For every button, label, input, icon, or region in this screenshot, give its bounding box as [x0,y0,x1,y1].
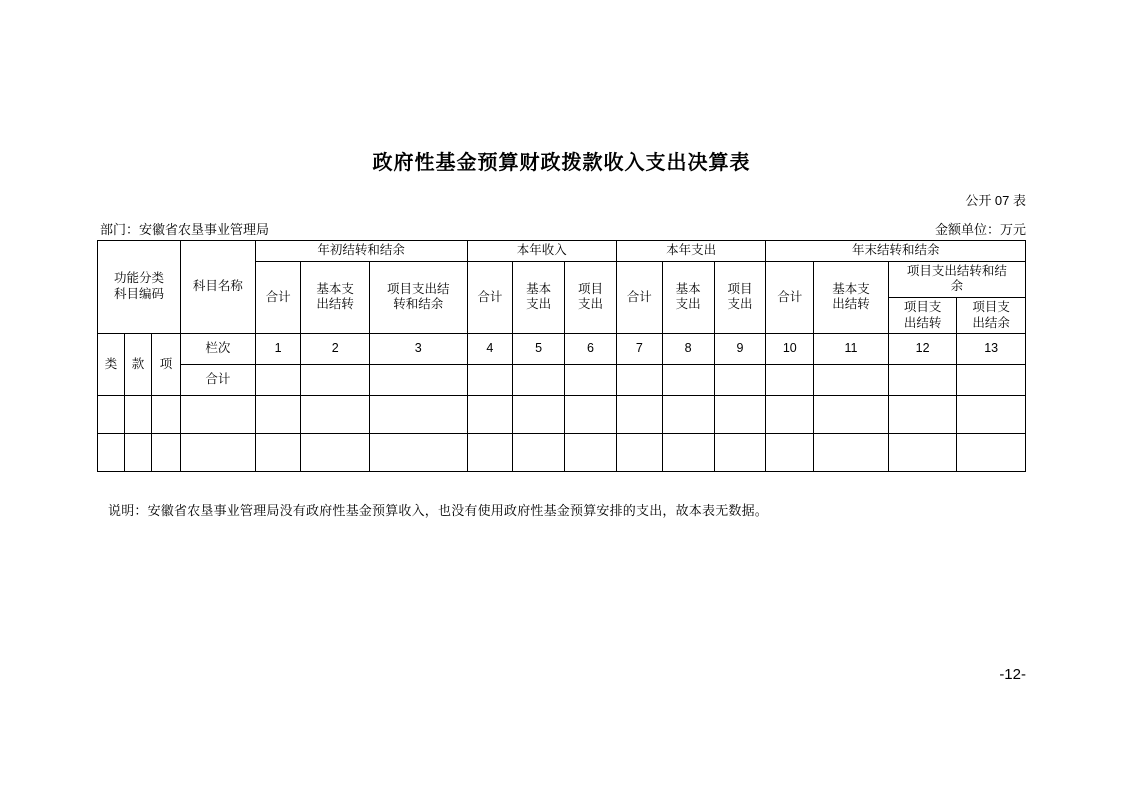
empty-cell [814,434,889,472]
header-end-total: 合计 [766,261,814,334]
header-group-income: 本年收入 [467,241,616,262]
total-row-cell-8 [662,365,714,396]
empty-cell [814,396,889,434]
header-begin-basic-carry [301,261,370,334]
header-end-basic-carry [814,261,889,334]
header-begin-total: 合计 [255,261,301,334]
total-row-cell-4 [467,365,513,396]
empty-cell [714,434,766,472]
empty-cell [151,434,180,472]
header-expend-basic-l1: 基本 [675,281,701,296]
header-end-basic-carry-l2: 出结转 [832,297,870,312]
total-row-cell-6 [565,365,617,396]
header-level-kuan: 款 [124,334,151,396]
header-end-project-balance-l2: 出结余 [972,315,1010,330]
header-level-class: 类 [98,334,125,396]
header-end-project-group-l2: 余 [950,279,964,294]
empty-cell [301,396,370,434]
header-income-project-l1: 项目 [578,281,604,296]
header-group-begin: 年初结转和结余 [255,241,467,262]
empty-cell [467,434,513,472]
empty-cell [957,434,1026,472]
header-end-basic-carry-l1: 基本支 [832,281,870,296]
header-subject-name: 科目名称 [181,241,256,334]
header-subject-code-line1: 功能分类 [114,271,165,286]
empty-cell [151,396,180,434]
header-income-project [565,261,617,334]
column-index-label: 栏次 [181,334,256,365]
empty-cell [565,396,617,434]
total-row-cell-3 [369,365,467,396]
column-index-5: 5 [513,334,565,365]
empty-cell [957,396,1026,434]
header-level-xiang: 项 [151,334,180,396]
header-end-project-group-l1: 项目支出结转和结 [906,263,1007,278]
empty-cell [369,434,467,472]
header-subject-code-line2: 科目编码 [114,287,165,302]
total-row-cell-9 [714,365,766,396]
column-index-7: 7 [616,334,662,365]
header-group-end: 年末结转和结余 [766,241,1026,262]
header-expend-basic-l2: 支出 [675,297,701,312]
header-begin-project-carry-balance [369,261,467,334]
total-row-label: 合计 [181,365,256,396]
empty-cell [662,434,714,472]
page-number: -12- [999,666,1026,683]
empty-cell [181,396,256,434]
total-row-cell-1 [255,365,301,396]
header-subject-code [98,241,181,334]
empty-cell [98,434,125,472]
empty-cell [124,434,151,472]
column-index-3: 3 [369,334,467,365]
header-expend-basic [662,261,714,334]
header-end-project-group [888,261,1025,297]
empty-cell [888,396,957,434]
empty-cell [616,396,662,434]
empty-cell [255,434,301,472]
total-row-cell-13 [957,365,1026,396]
header-income-basic [513,261,565,334]
table-code-label: 公开 07 表 [965,193,1026,208]
column-index-2: 2 [301,334,370,365]
department-label: 部门：安徽省农垦事业管理局 [100,222,270,237]
empty-cell [369,396,467,434]
empty-cell [467,396,513,434]
total-row-cell-10 [766,365,814,396]
header-end-project-carry-l1: 项目支 [903,299,942,314]
header-begin-project-carry-balance-l2: 转和结余 [393,297,444,312]
total-row-cell-2 [301,365,370,396]
header-end-project-balance [957,297,1026,333]
total-row-cell-5 [513,365,565,396]
header-expend-project-l1: 项目 [727,281,753,296]
amount-unit-label: 金额单位：万元 [934,222,1026,237]
total-row-cell-7 [616,365,662,396]
empty-cell [662,396,714,434]
header-income-project-l2: 支出 [578,297,604,312]
table-note: 说明：安徽省农垦事业管理局没有政府性基金预算收入，也没有使用政府性基金预算安排的支出，故本表无数据。 [108,503,769,518]
header-begin-basic-carry-l2: 出结转 [316,297,354,312]
column-index-11: 11 [814,334,889,365]
table-row [98,434,1026,472]
empty-cell [124,396,151,434]
page-title: 政府性基金预算财政拨款收入支出决算表 [372,152,751,174]
empty-cell [255,396,301,434]
header-income-total: 合计 [467,261,513,334]
empty-cell [714,396,766,434]
total-row-cell-11 [814,365,889,396]
column-index-9: 9 [714,334,766,365]
table-row [98,396,1026,434]
empty-cell [98,396,125,434]
empty-cell [616,434,662,472]
column-index-10: 10 [766,334,814,365]
header-end-project-balance-l1: 项目支 [972,299,1010,314]
column-index-4: 4 [467,334,513,365]
empty-cell [301,434,370,472]
header-expend-project-l2: 支出 [727,297,753,312]
empty-cell [766,434,814,472]
empty-cell [513,434,565,472]
column-index-1: 1 [255,334,301,365]
column-index-13: 13 [957,334,1026,365]
column-index-12: 12 [888,334,957,365]
column-index-8: 8 [662,334,714,365]
budget-decision-table [97,240,1026,472]
header-end-project-carry [888,297,957,333]
empty-cell [766,396,814,434]
header-income-basic-l2: 支出 [526,297,552,312]
total-row-cell-12 [888,365,957,396]
empty-cell [888,434,957,472]
header-begin-project-carry-balance-l1: 项目支出结 [386,281,450,296]
header-begin-basic-carry-l1: 基本支 [316,281,354,296]
header-expend-total: 合计 [616,261,662,334]
header-group-expend: 本年支出 [616,241,765,262]
empty-cell [565,434,617,472]
empty-cell [181,434,256,472]
header-income-basic-l1: 基本 [526,281,552,296]
header-expend-project [714,261,766,334]
empty-cell [513,396,565,434]
column-index-6: 6 [565,334,617,365]
header-end-project-carry-l2: 出结转 [903,315,942,330]
